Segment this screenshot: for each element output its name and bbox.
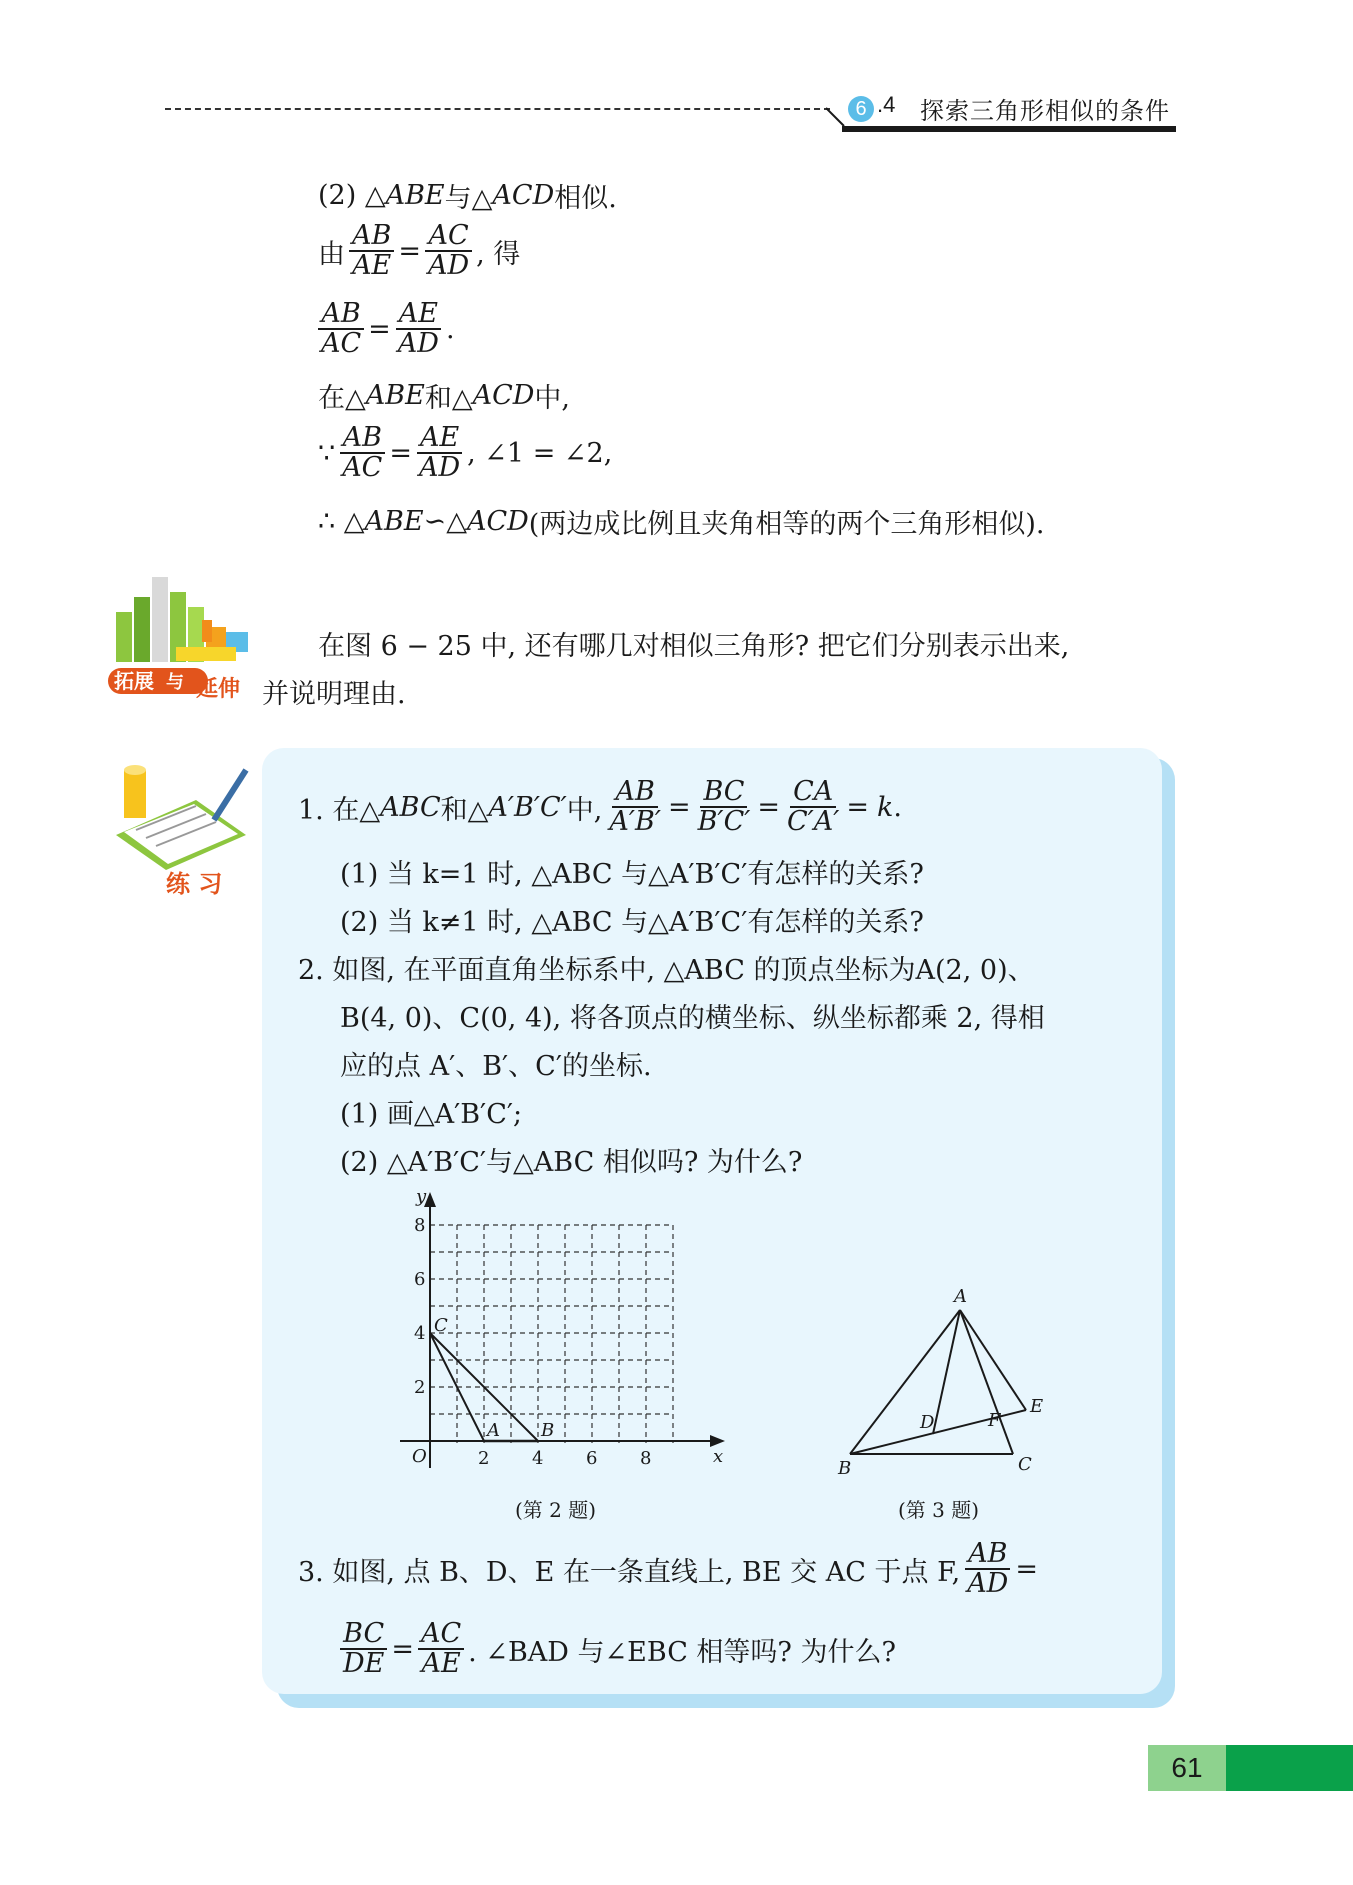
figure-3-triangles [830, 1282, 1060, 1482]
point-e-label: E [1030, 1396, 1044, 1417]
x-tick-label: 8 [640, 1448, 652, 1469]
fraction: $\frac{AC}{AE}$ [418, 1620, 464, 1679]
x-tick-label: 4 [532, 1448, 544, 1469]
grid-lines [430, 1225, 673, 1443]
x-tick-label: 2 [478, 1448, 490, 1469]
proof-line-5: ∵ $\frac{AB}{AC}$ = $\frac{AE}{AD}$ , ∠1 = ∠2, [318, 422, 613, 484]
point-b-label: B [541, 1420, 555, 1441]
fraction: $\frac{AE}{AD}$ [416, 424, 463, 483]
extension-text-line-2: 并说明理由. [262, 679, 406, 710]
y-tick-label: 2 [414, 1377, 426, 1398]
page-number-bar-dark [1226, 1745, 1353, 1791]
proof-line-4: 在△ ABE 和△ ACD 中, [318, 380, 570, 414]
extension-label-b: 与 [166, 672, 184, 693]
point-a-label: A [954, 1286, 967, 1307]
fraction: $\frac{AC}{AD}$ [425, 222, 472, 281]
point-c-label: C [434, 1315, 448, 1336]
question-2-sub-2: (2) △A′B′C′与△ABC 相似吗? 为什么? [340, 1147, 803, 1178]
x-tick-label: 6 [586, 1448, 598, 1469]
practice-label: 练 习 [166, 870, 223, 898]
origin-label: O [412, 1446, 427, 1467]
question-2-line-3: 应的点 A′、B′、C′的坐标. [340, 1051, 652, 1082]
proof-line-6: ∴ △ ABE ∽△ ACD (两边成比例且夹角相等的两个三角形相似). [318, 506, 1045, 540]
page-number: 61 [1171, 1752, 1203, 1783]
extension-label-a: 拓展 [114, 669, 154, 693]
extension-text-line-1: 在图 6 − 25 中, 还有哪几对相似三角形? 把它们分别表示出来, [318, 631, 1070, 662]
extension-icon [106, 572, 266, 712]
figure-2-caption: (第 2 题) [515, 1498, 597, 1522]
figure-2-coordinate-plot [380, 1188, 740, 1478]
extension-label-c: 延伸 [196, 677, 241, 702]
question-3-line-2: $\frac{BC}{DE}$ = $\frac{AC}{AE}$ . ∠BAD 与∠EBC 相等吗? 为什么? [336, 1620, 896, 1679]
fraction: $\frac{AB}{AE}$ [349, 222, 394, 281]
point-a-label: A [487, 1420, 500, 1441]
y-tick-label: 6 [414, 1269, 426, 1290]
segment-ae [960, 1310, 1026, 1410]
header-dashed-rule [165, 108, 830, 110]
segment-ac [960, 1310, 1013, 1454]
proof-line-1: (2) △ ABE 与△ ACD 相似. [318, 180, 617, 214]
question-1-sub-2: (2) 当 k≠1 时, △ABC 与△A′B′C′有怎样的关系? [340, 907, 924, 938]
section-number: .4 [877, 92, 896, 117]
figure-3-caption: (第 3 题) [898, 1498, 980, 1522]
point-c-label: C [1018, 1454, 1032, 1475]
header-underline-bar [842, 126, 1176, 132]
section-title: 探索三角形相似的条件 [920, 97, 1170, 125]
proof-line-2: 由 $\frac{AB}{AE}$ = $\frac{AC}{AD}$ , 得 [318, 220, 521, 282]
question-2-sub-1: (1) 画△A′B′C′; [340, 1099, 523, 1130]
chapter-number-badge: 6 [848, 96, 874, 122]
question-3-line-1: 3. 如图, 点 B、D、E 在一条直线上, BE 交 AC 于点 F, $\frac{AB}{AD}$ = [298, 1538, 1038, 1600]
fraction: $\frac{AB}{AD}$ [964, 1540, 1011, 1599]
point-f-label: F [988, 1410, 1001, 1431]
fraction: $\frac{BC}{B'C'}$ [697, 776, 751, 838]
fraction: $\frac{AE}{AD}$ [395, 300, 442, 359]
fraction: $\frac{AB}{AC}$ [318, 300, 364, 359]
axis-x-label: x [713, 1446, 724, 1467]
practice-icon [106, 760, 256, 900]
axis-y-label: y [416, 1188, 427, 1207]
proof-line-3: $\frac{AB}{AC}$ = $\frac{AE}{AD}$ . [314, 300, 455, 359]
fraction: $\frac{AB}{AC}$ [339, 424, 385, 483]
question-1-sub-1: (1) 当 k=1 时, △ABC 与△A′B′C′有怎样的关系? [340, 859, 924, 890]
y-tick-label: 8 [414, 1215, 426, 1236]
y-tick-label: 4 [414, 1323, 426, 1344]
question-2-line-2: B(4, 0)、C(0, 4), 将各顶点的横坐标、纵坐标都乘 2, 得相 [340, 1003, 1045, 1034]
fraction: $\frac{AB}{A'B'}$ [609, 776, 661, 838]
fraction: $\frac{CA}{C'A'}$ [786, 776, 840, 838]
fraction: $\frac{BC}{DE}$ [340, 1620, 387, 1679]
point-b-label: B [838, 1458, 852, 1479]
point-d-label: D [920, 1412, 935, 1433]
question-1: 1. 在△ ABC 和△ A′B′C′ 中, $\frac{AB}{A'B'}$ = $\frac{BC}{B'C'}$ = $\frac{CA}{C'A'}$ = k . [298, 776, 902, 838]
question-2-line-1: 2. 如图, 在平面直角坐标系中, △ABC 的顶点坐标为A(2, 0)、 [298, 955, 1035, 986]
